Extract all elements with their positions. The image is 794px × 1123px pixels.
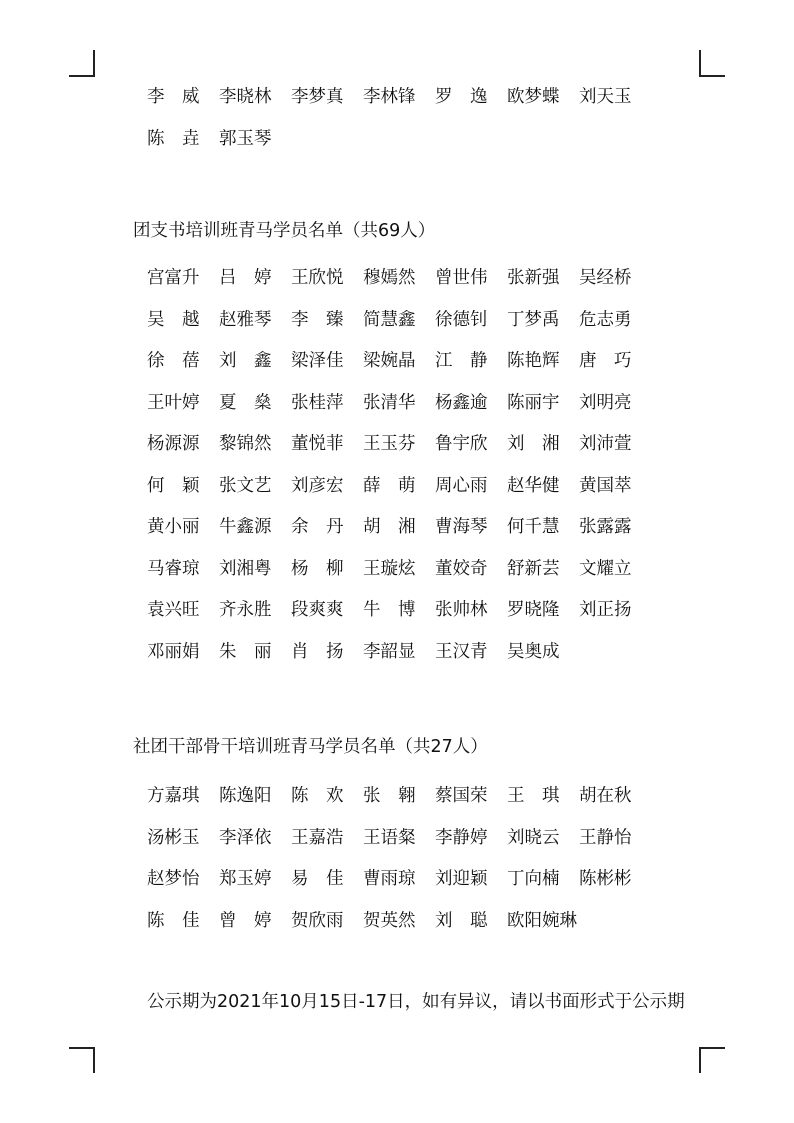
student-name: 张清华 [363,392,416,413]
student-name: 周心雨 [435,475,488,496]
publicity-notice: 公示期为2021年10月15日-17日，如有异议，请以书面形式于公示期 [147,992,685,1012]
student-name: 张文艺 [219,475,272,496]
student-name: 危志勇 [579,309,632,330]
student-name: 陈 欢 [291,786,344,806]
student-name: 夏 燊 [219,392,272,413]
student-name: 刘彦宏 [291,475,344,496]
student-name: 刘天玉 [579,87,632,107]
student-name: 刘正扬 [579,600,632,620]
student-name: 王欣悦 [291,268,344,288]
student-name: 刘湘粤 [219,558,272,579]
student-name: 舒新芸 [507,558,560,579]
student-name: 王汉青 [435,641,488,662]
student-name: 王静怡 [579,827,632,848]
student-name: 张帅林 [435,600,488,620]
student-name: 杨鑫逾 [435,392,488,413]
student-name: 简慧鑫 [363,309,416,330]
student-name: 贺欣雨 [291,910,344,931]
student-name: 刘迎颖 [435,869,488,889]
student-name: 段爽爽 [291,600,344,620]
student-name: 陈 垚 [147,128,200,149]
student-name: 李韶显 [363,641,416,662]
student-name: 欧梦蝶 [507,87,560,107]
student-name: 丁梦禹 [507,309,560,330]
crop-mark-top-right-h [699,75,725,77]
student-name: 李泽依 [219,827,272,848]
student-name: 鲁宇欣 [435,434,488,454]
student-name: 薛 萌 [363,475,416,496]
student-name: 郭玉琴 [219,128,272,149]
student-name: 罗晓隆 [507,600,560,620]
student-name: 郑玉婷 [219,869,272,889]
student-name: 齐永胜 [219,600,272,620]
student-name: 王嘉浩 [291,827,344,848]
student-name: 刘 聪 [435,910,488,931]
student-name: 曹雨琼 [363,869,416,889]
student-name: 汤彬玉 [147,827,200,848]
student-name: 董悦菲 [291,434,344,454]
student-name: 曾世伟 [435,268,488,288]
student-name: 吴奥成 [507,641,560,662]
student-name: 王 琪 [507,786,560,806]
student-name: 刘 湘 [507,434,560,454]
crop-mark-top-right-v [699,50,701,76]
section-title-youth-league-secretaries: 团支书培训班青马学员名单（共69人） [133,221,436,241]
student-name: 易 佳 [291,869,344,889]
student-name: 罗 逸 [435,87,488,107]
student-name: 梁婉晶 [363,351,416,371]
crop-mark-bottom-right-h [699,1047,725,1049]
student-name: 陈艳辉 [507,351,560,371]
student-name: 刘沛萱 [579,434,632,454]
student-name: 欧阳婉琳 [507,910,577,931]
student-name: 黄小丽 [147,517,200,537]
crop-mark-top-left-h [69,75,95,77]
crop-mark-bottom-right-v [699,1047,701,1073]
student-name: 何千慧 [507,517,560,537]
student-name: 丁向楠 [507,869,560,889]
student-name: 张露露 [579,517,632,537]
student-name: 吴经桥 [579,268,632,288]
student-name: 余 丹 [291,517,344,537]
student-name: 肖 扬 [291,641,344,662]
student-name: 李 威 [147,87,200,107]
student-name: 吕 婷 [219,268,272,288]
student-name: 牛鑫源 [219,517,272,537]
student-name: 何 颖 [147,475,200,496]
student-name: 杨源源 [147,434,200,454]
student-name: 杨 柳 [291,558,344,579]
student-name: 文耀立 [579,558,632,579]
student-name: 蔡国荣 [435,786,488,806]
student-name: 朱 丽 [219,641,272,662]
student-name: 陈 佳 [147,910,200,931]
student-name: 刘 鑫 [219,351,272,371]
student-name: 董姣奇 [435,558,488,579]
student-name: 李静婷 [435,827,488,848]
student-name: 王璇炫 [363,558,416,579]
student-name: 牛 博 [363,600,416,620]
student-name: 王玉芬 [363,434,416,454]
student-name: 徐 蓓 [147,351,200,371]
student-name: 黎锦然 [219,434,272,454]
student-name: 江 静 [435,351,488,371]
student-name: 李 臻 [291,309,344,330]
student-name: 梁泽佳 [291,351,344,371]
student-name: 马睿琼 [147,558,200,579]
student-name: 刘晓云 [507,827,560,848]
student-name: 贺英然 [363,910,416,931]
section-title-club-cadres: 社团干部骨干培训班青马学员名单（共27人） [133,737,488,757]
student-name: 李林锋 [363,87,416,107]
student-name: 李晓林 [219,87,272,107]
student-name: 张新强 [507,268,560,288]
student-name: 胡 湘 [363,517,416,537]
student-name: 袁兴旺 [147,600,200,620]
student-name: 曾 婷 [219,910,272,931]
student-name: 赵梦怡 [147,869,200,889]
student-name: 唐 巧 [579,351,632,371]
student-name: 赵华健 [507,475,560,496]
student-name: 陈逸阳 [219,786,272,806]
crop-mark-top-left-v [93,50,95,76]
student-name: 王叶婷 [147,392,200,413]
student-name: 黄国萃 [579,475,632,496]
crop-mark-bottom-left-h [69,1047,95,1049]
student-name: 刘明亮 [579,392,632,413]
student-name: 曹海琴 [435,517,488,537]
student-name: 吴 越 [147,309,200,330]
student-name: 胡在秋 [579,786,632,806]
student-name: 张 翱 [363,786,416,806]
student-name: 陈彬彬 [579,869,632,889]
student-name: 穆嫣然 [363,268,416,288]
student-name: 王语粲 [363,827,416,848]
student-name: 李梦真 [291,87,344,107]
student-name: 方嘉琪 [147,786,200,806]
student-name: 陈丽宇 [507,392,560,413]
student-name: 张桂萍 [291,392,344,413]
student-name: 徐德钊 [435,309,488,330]
student-name: 赵雅琴 [219,309,272,330]
student-name: 宫富升 [147,268,200,288]
crop-mark-bottom-left-v [93,1047,95,1073]
student-name: 邓丽娟 [147,641,200,662]
